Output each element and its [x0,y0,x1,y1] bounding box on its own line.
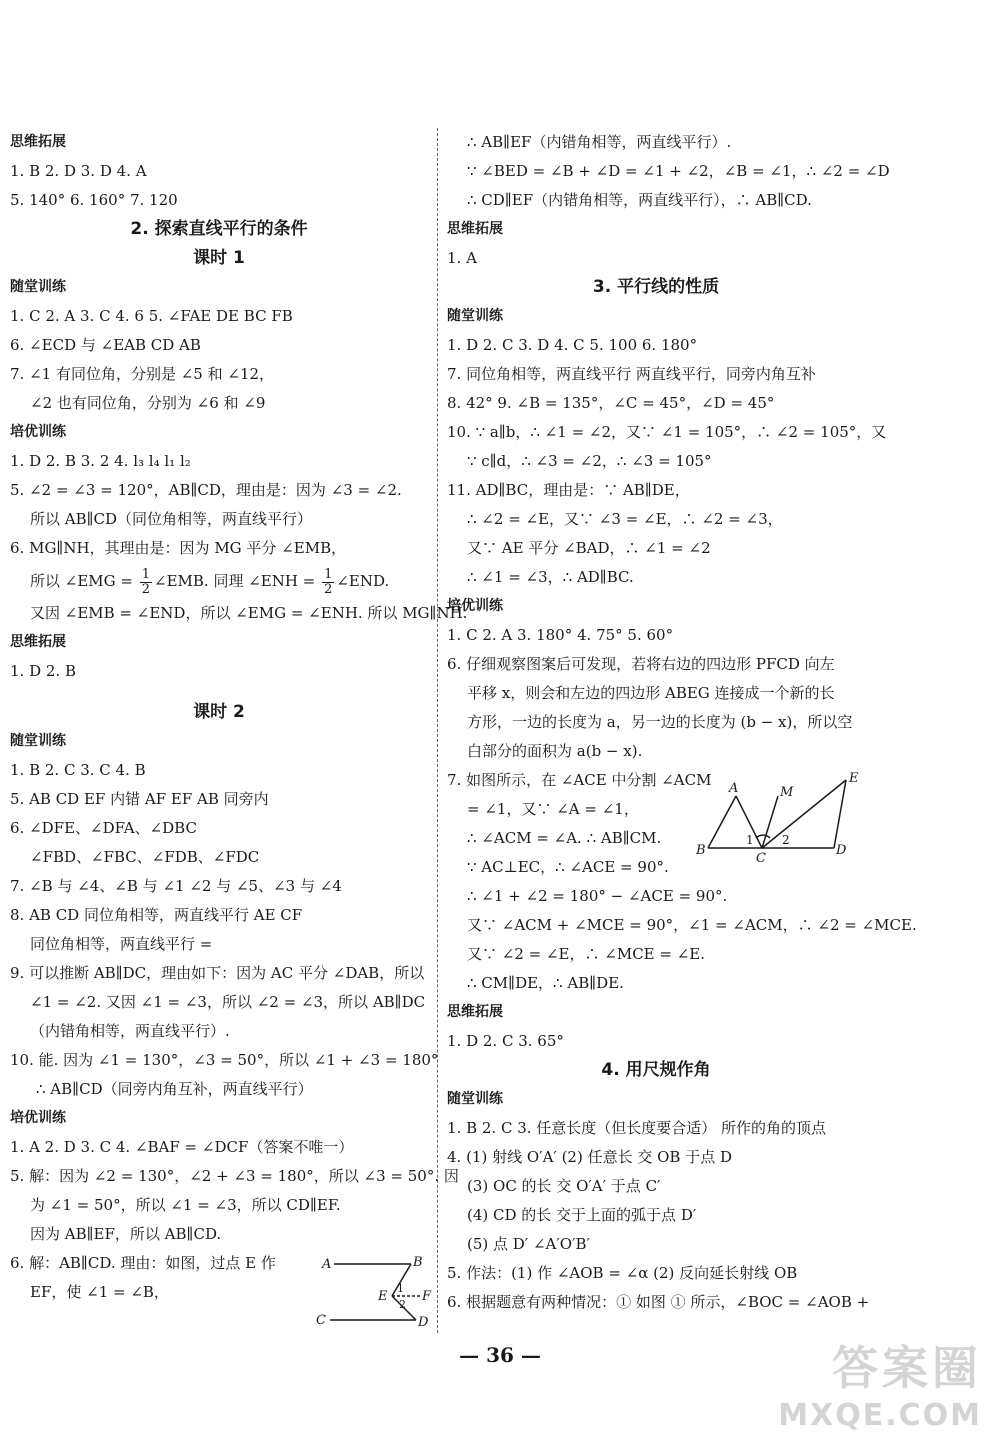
answer-line: 6. ∠DFE、∠DFA、∠DBC [10,819,197,837]
answer-line: ∠FBD、∠FBC、∠FDB、∠FDC [30,848,260,866]
geometry-figure-acm [694,768,866,864]
spacer [10,686,428,698]
answer-line: 7. 同位角相等，两直线平行 两直线平行，同旁内角互补 [447,365,816,383]
answer-line: ∵ c∥d，∴ ∠3 = ∠2，∴ ∠3 = 105° [467,452,712,470]
section-title: 思维拓展 [447,1004,503,1020]
fraction-denominator: 2 [141,581,151,597]
answer-line: ∵ AC⊥EC，∴ ∠ACE = 90°. [467,858,669,876]
answer-line: ∴ CM∥DE，∴ AB∥DE. [467,974,624,992]
fraction-denominator: 2 [324,581,333,597]
geometry-figure-ab-cd [316,1250,436,1332]
label-angle-2: 2 [782,833,790,847]
answer-line: (4) CD 的长 交于上面的弧于点 D′ [467,1206,697,1224]
section-title: 随堂训练 [10,733,66,749]
label-angle-1: 1 [746,833,754,847]
answer-line: 6. MG∥NH，其理由是：因为 MG 平分 ∠EMB， [10,539,347,557]
answer-line: 1. A 2. D 3. C 4. ∠BAF = ∠DCF（答案不唯一） [10,1138,354,1156]
label-b: B [413,1255,423,1270]
label-a: A [729,781,739,796]
answer-line: 又∵ ∠ACM + ∠MCE = 90°，∠1 = ∠ACM，∴ ∠2 = ∠MCE. [467,916,917,934]
answer-line: 6. ∠ECD 与 ∠EAB CD AB [10,336,201,354]
answer-line: 又∵ AE 平分 ∠BAD，∴ ∠1 = ∠2 [467,539,711,557]
label-d: D [418,1315,429,1330]
fraction-numerator: 1 [324,566,333,582]
answer-line: 1. B 2. C 3. C 4. B [10,761,146,779]
answer-line: 白部分的面积为 a(b − x). [467,742,643,760]
section-title: 培优训练 [10,1110,66,1126]
label-c: C [316,1313,326,1328]
label-e: E [849,771,859,786]
label-c: C [756,851,766,864]
answer-line: ∵ ∠BED = ∠B + ∠D = ∠1 + ∠2，∠B = ∠1，∴ ∠2 = ∠D [467,162,890,180]
answer-line: ∴ AB∥EF（内错角相等，两直线平行）. [467,133,732,151]
fraction-half [140,568,152,597]
answer-line: 1. D 2. C 3. D 4. C 5. 100 6. 180° [447,336,698,354]
fraction-half [322,568,334,597]
answer-line: （内错角相等，两直线平行）. [30,1022,230,1040]
answer-line: 1. D 2. B 3. 2 4. l₃ l₄ l₁ l₂ [10,452,191,470]
answer-line: EF，使 ∠1 = ∠B， [30,1283,169,1301]
answer-line: 1. A [447,249,477,267]
answer-line: ∴ AB∥CD（同旁内角互补，两直线平行） [36,1080,313,1098]
chapter-title: 4. 用尺规作角 [601,1060,711,1080]
section-title: 思维拓展 [447,221,503,237]
label-m: M [780,785,794,800]
answer-line: 为 ∠1 = 50°，所以 ∠1 = ∠3，所以 CD∥EF. [30,1196,341,1214]
ray-cm [762,796,778,848]
label-angle-2: 2 [399,1298,406,1311]
answer-line: 同位角相等，两直线平行 = [30,935,213,953]
answer-line: 1. B 2. C 3. 任意长度（但长度要合适） 所作的角的顶点 [447,1119,827,1137]
section-title: 随堂训练 [10,279,66,295]
label-e: E [378,1289,388,1304]
chapter-title: 2. 探索直线平行的条件 [130,219,308,239]
watermark-logo-text: 答案圈 [832,1341,982,1395]
segment-ba [708,796,736,848]
left-column [10,128,468,1307]
segment-ed [834,780,846,848]
answer-line: 10. 能. 因为 ∠1 = 130°，∠3 = 50°，所以 ∠1 + ∠3 = 180° [10,1051,439,1069]
answer-line: 5. 作法：(1) 作 ∠AOB = ∠α (2) 反向延长射线 OB [447,1264,798,1282]
chapter-title: 3. 平行线的性质 [592,277,720,297]
answer-line: (5) 点 D′ ∠A′O′B′ [467,1235,590,1253]
label-a: A [322,1257,332,1272]
section-title: 培优训练 [447,598,503,614]
text-segment: 所以 ∠EMG = [30,572,138,590]
right-column [447,128,917,1317]
label-angle-1: 1 [397,1282,404,1295]
answer-line: 5. ∠2 = ∠3 = 120°，AB∥CD，理由是：因为 ∠3 = ∠2. [10,481,402,499]
label-b: B [696,843,706,858]
answer-line: 5. 140° 6. 160° 7. 120 [10,191,178,209]
answer-line: 所以 AB∥CD（同位角相等，两直线平行） [30,510,313,528]
answer-line: 6. 仔细观察图案后可发现，若将右边的四边形 PFCD 向左 [447,655,835,673]
answer-line: 1. B 2. D 3. D 4. A [10,162,147,180]
section-title: 随堂训练 [447,308,503,324]
answer-line: 7. ∠B 与 ∠4、∠B 与 ∠1 ∠2 与 ∠5、∠3 与 ∠4 [10,877,342,895]
answer-line: 平移 x，则会和左边的四边形 ABEG 连接成一个新的长 [467,684,835,702]
answer-line: 1. C 2. A 3. 180° 4. 75° 5. 60° [447,626,674,644]
watermark-url: MXQE.COM [778,1398,982,1433]
answer-line: 又因 ∠EMB = ∠END，所以 ∠EMG = ∠ENH. 所以 MG∥NH. [30,604,468,622]
segment-ce [762,780,846,848]
answer-line: = ∠1，又∵ ∠A = ∠1， [467,800,639,818]
section-title: 思维拓展 [10,634,66,650]
section-title: 培优训练 [10,424,66,440]
answer-line: (3) OC 的长 交 O′A′ 于点 C′ [467,1177,661,1195]
watermark [778,1332,982,1433]
answer-line: 1. C 2. A 3. C 4. 6 5. ∠FAE DE BC FB [10,307,293,325]
answer-line: 又∵ ∠2 = ∠E，∴ ∠MCE = ∠E. [467,945,706,963]
answer-line: ∴ ∠2 = ∠E，又∵ ∠3 = ∠E，∴ ∠2 = ∠3， [467,510,783,528]
answer-line: ∠2 也有同位角，分别为 ∠6 和 ∠9 [30,394,266,412]
answer-line: 4. (1) 射线 O′A′ (2) 任意长 交 OB 于点 D [447,1148,733,1166]
answer-line: 1. D 2. B [10,662,76,680]
fraction-numerator: 1 [141,566,151,582]
answer-line: 1. D 2. C 3. 65° [447,1032,564,1050]
column-divider [437,128,438,1333]
answer-line: 5. AB CD EF 内错 AF EF AB 同旁内 [10,790,269,808]
answer-line-fraction [10,563,428,599]
answer-line: 7. 如图所示，在 ∠ACE 中分割 ∠ACM [447,771,712,789]
answer-line: 5. 解：因为 ∠2 = 130°，∠2 + ∠3 = 180°，所以 ∠3 = 50°. 因 [10,1167,459,1185]
answer-line: 方形，一边的长度为 a，另一边的长度为 (b − x)，所以空 [467,713,853,731]
label-f: F [422,1289,432,1304]
answer-line: 8. AB CD 同位角相等，两直线平行 AE CF [10,906,303,924]
answer-line: ∴ ∠1 + ∠2 = 180° − ∠ACE = 90°. [467,887,728,905]
answer-line: ∴ ∠1 = ∠3，∴ AD∥BC. [467,568,634,586]
lesson-title: 课时 1 [193,248,245,268]
answer-line: 6. 解：AB∥CD. 理由：如图，过点 E 作 [10,1254,276,1272]
answer-line: 8. 42° 9. ∠B = 135°，∠C = 45°，∠D = 45° [447,394,775,412]
section-title: 随堂训练 [447,1091,503,1107]
answer-line: ∴ CD∥EF（内错角相等，两直线平行），∴ AB∥CD. [467,191,812,209]
answer-line: ∴ ∠ACM = ∠A. ∴ AB∥CM. [467,829,662,847]
text-segment: ∠END. [336,572,390,590]
answer-line: 9. 可以推断 AB∥DC，理由如下：因为 AC 平分 ∠DAB，所以 [10,964,425,982]
answer-line: 7. ∠1 有同位角，分别是 ∠5 和 ∠12， [10,365,275,383]
answer-line: 因为 AB∥EF，所以 AB∥CD. [30,1225,222,1243]
page-number: — 36 — [459,1343,541,1367]
answer-line: ∠1 = ∠2. 又因 ∠1 = ∠3，所以 ∠2 = ∠3，所以 AB∥DC [30,993,426,1011]
label-d: D [836,843,847,858]
answer-line: 11. AD∥BC，理由是：∵ AB∥DE， [447,481,690,499]
answer-line: 10. ∵ a∥b，∴ ∠1 = ∠2，又∵ ∠1 = 105°，∴ ∠2 = 105°，又 [447,423,887,441]
angle-arc [756,835,770,838]
text-segment: ∠EMB. 同理 ∠ENH = [154,572,321,590]
answer-line: 6. 根据题意有两种情况：① 如图 ① 所示，∠BOC = ∠AOB + [447,1293,870,1311]
lesson-title: 课时 2 [193,702,245,722]
section-title: 思维拓展 [10,134,66,150]
